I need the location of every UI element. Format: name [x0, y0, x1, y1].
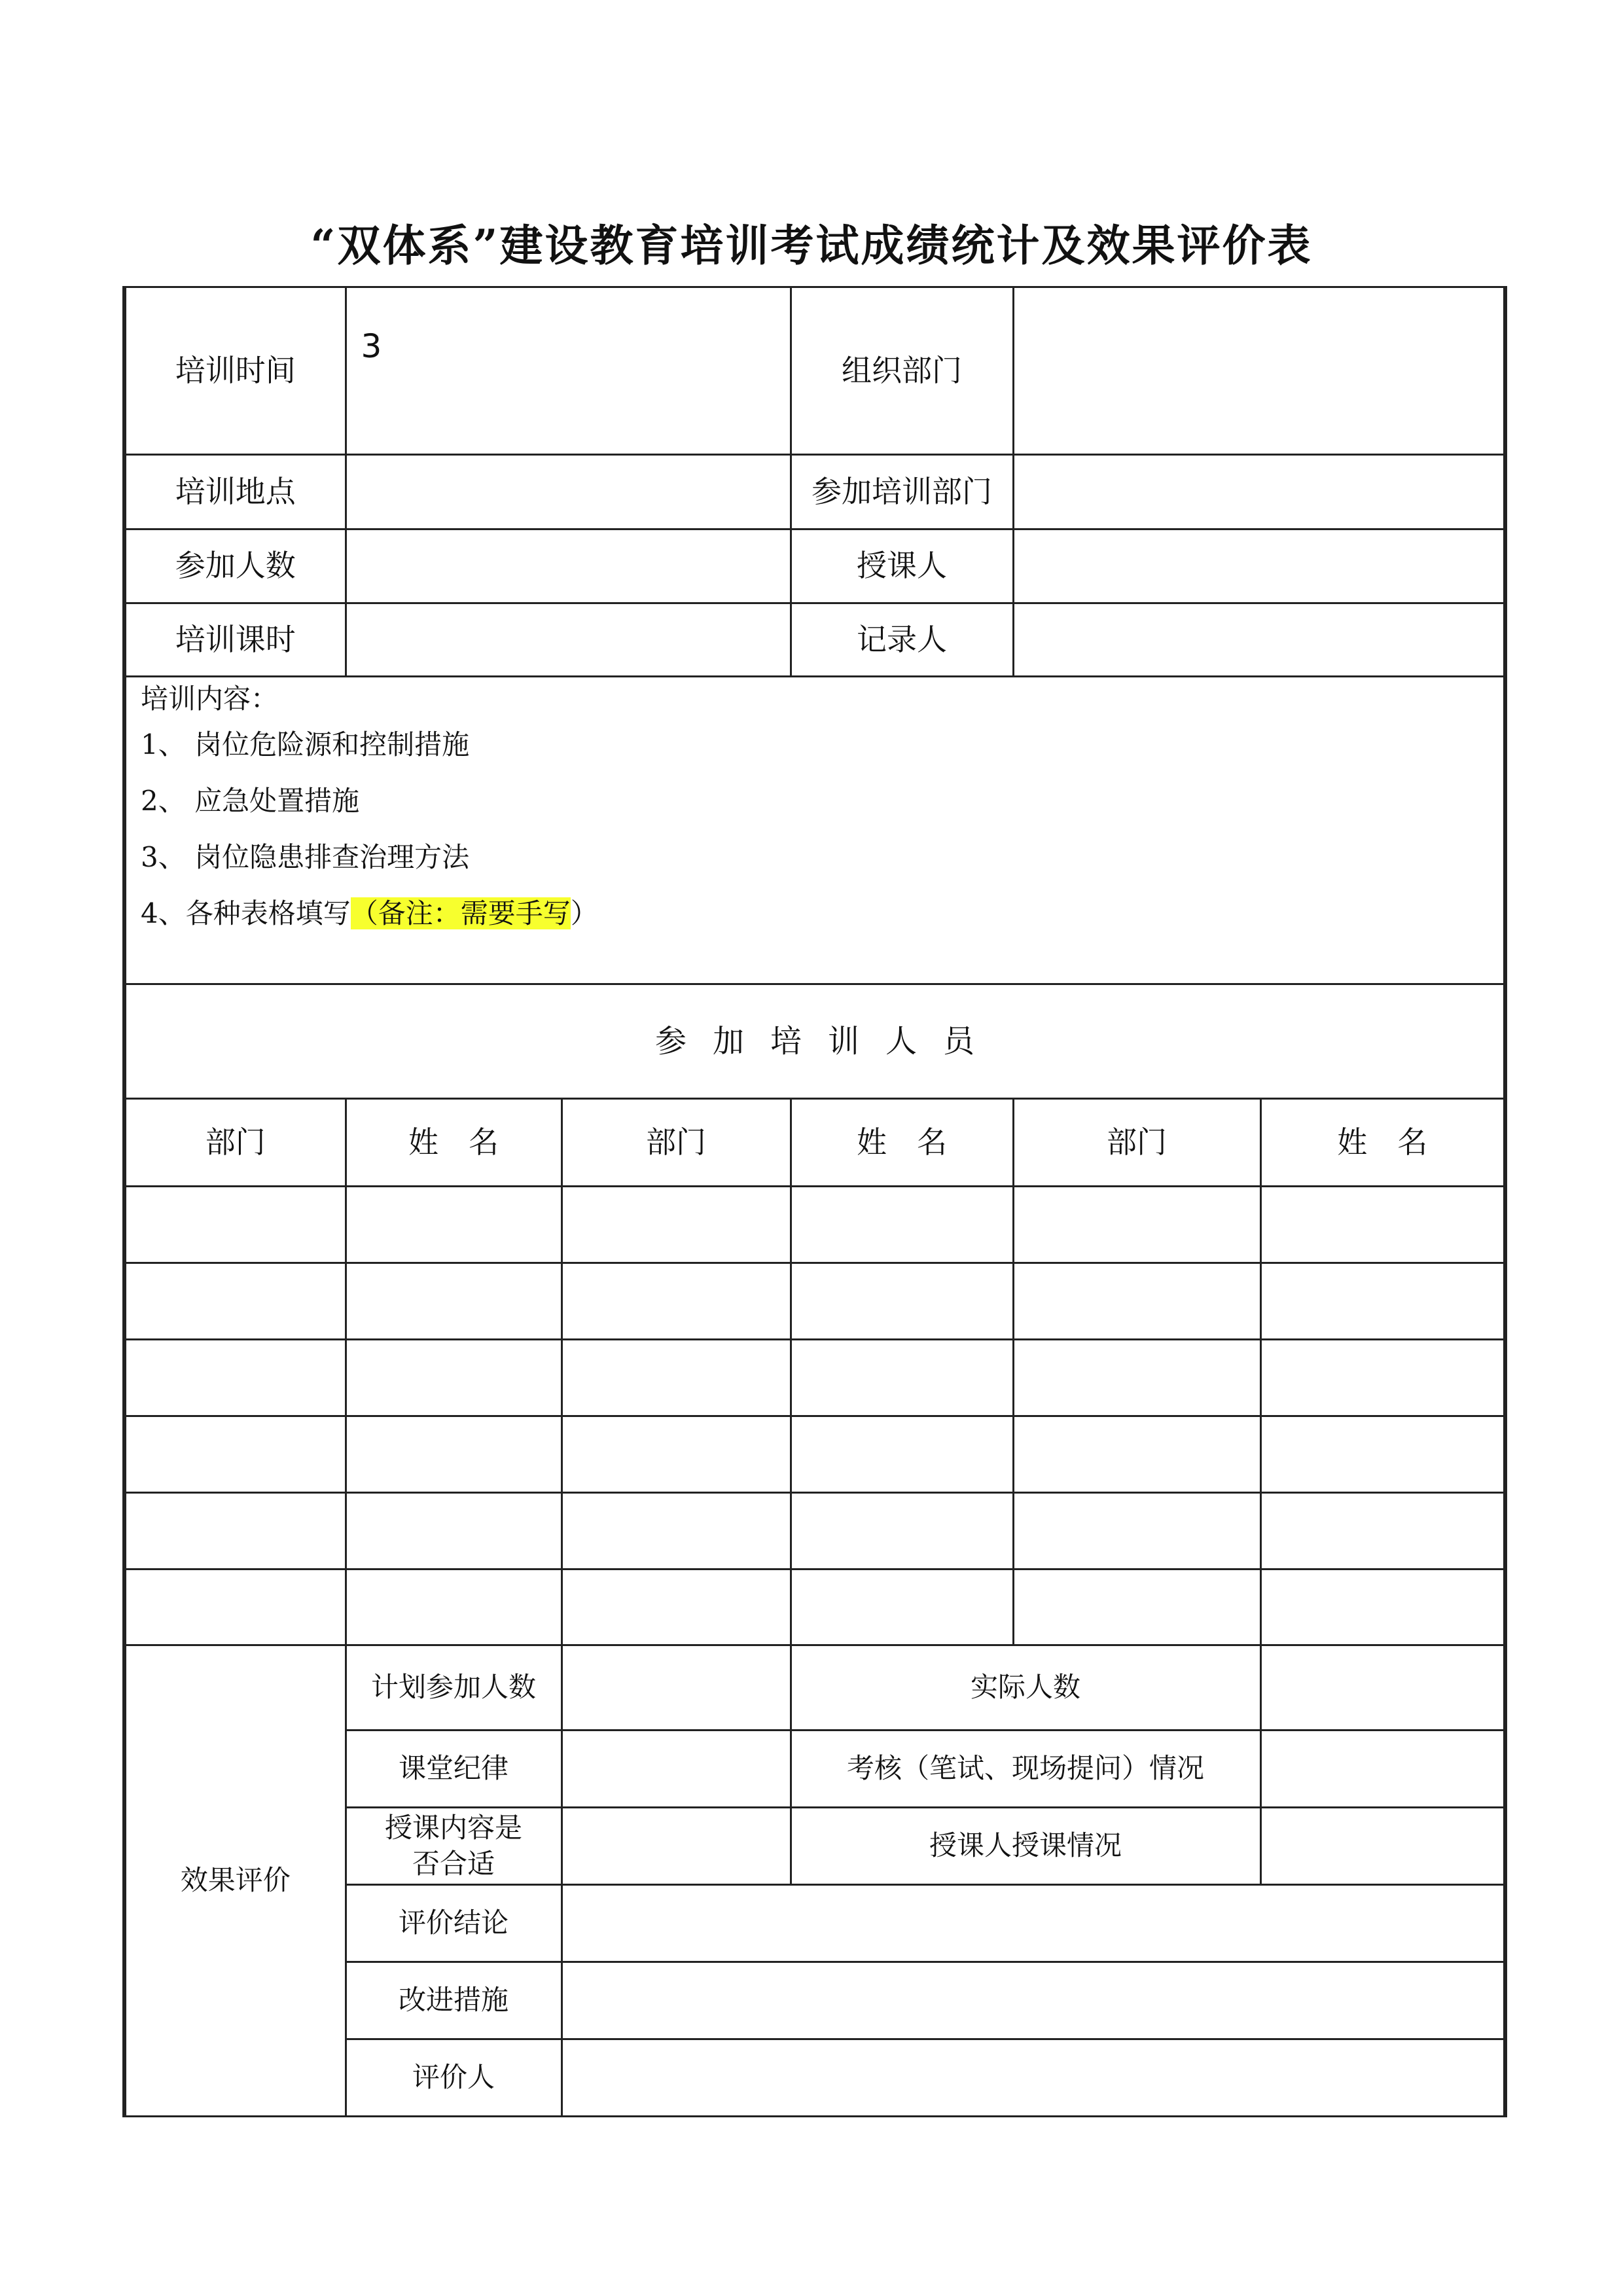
- name-column-header: 姓 名: [1260, 1099, 1505, 1187]
- note-close-paren: ）: [570, 897, 598, 929]
- participants-heading-row: [124, 984, 1505, 1099]
- planned-count-label: 计划参加人数: [346, 1645, 562, 1731]
- name-cell[interactable]: [791, 1187, 1013, 1263]
- dept-cell[interactable]: [562, 1570, 791, 1645]
- training-content-item: 3、 岗位隐患排查治理方法: [141, 841, 470, 873]
- training-content-item: 1、 岗位危险源和控制措施: [141, 728, 470, 761]
- training-content-row: [124, 677, 1505, 984]
- training-hours-row: [124, 603, 1505, 677]
- participant-count-field[interactable]: [346, 529, 791, 603]
- training-content-title: 培训内容：: [141, 683, 279, 715]
- participant-count-row: [124, 529, 1505, 603]
- instructor-performance-field[interactable]: [1260, 1808, 1505, 1885]
- name-cell[interactable]: [791, 1263, 1013, 1340]
- instructor-performance-label: 授课人授课情况: [791, 1808, 1260, 1885]
- evaluator-field[interactable]: [562, 2039, 1505, 2117]
- dept-cell[interactable]: [1013, 1570, 1260, 1645]
- training-content-item: 4、各种表格填写: [141, 897, 351, 929]
- evaluator-label: 评价人: [346, 2039, 562, 2117]
- dept-cell[interactable]: [562, 1416, 791, 1493]
- participant-count-label: 参加人数: [124, 529, 346, 603]
- dept-column-header: 部门: [1013, 1099, 1260, 1187]
- dept-column-header: 部门: [562, 1099, 791, 1187]
- dept-cell[interactable]: [124, 1263, 346, 1340]
- participant-row: [124, 1570, 1505, 1645]
- planned-count-field[interactable]: [562, 1645, 791, 1731]
- name-cell[interactable]: [346, 1187, 562, 1263]
- name-cell[interactable]: [1260, 1340, 1505, 1416]
- dept-cell[interactable]: [1013, 1416, 1260, 1493]
- participating-dept-label: 参加培训部门: [791, 455, 1013, 529]
- training-content-item: 2、 应急处置措施: [141, 785, 360, 817]
- training-hours-field[interactable]: [346, 603, 791, 677]
- participating-dept-field[interactable]: [1013, 455, 1505, 529]
- participants-heading: 参加培训人员: [124, 984, 1505, 1099]
- recorder-field[interactable]: [1013, 603, 1505, 677]
- exam-field[interactable]: [1260, 1731, 1505, 1808]
- evaluation-form-table: [122, 286, 1507, 2117]
- training-location-row: [124, 455, 1505, 529]
- discipline-label: 课堂纪律: [346, 1731, 562, 1808]
- name-cell[interactable]: [346, 1340, 562, 1416]
- name-column-header: 姓 名: [791, 1099, 1013, 1187]
- name-cell[interactable]: [791, 1416, 1013, 1493]
- participant-row: [124, 1263, 1505, 1340]
- name-cell[interactable]: [346, 1416, 562, 1493]
- dept-cell[interactable]: [124, 1493, 346, 1570]
- content-suitable-label: [346, 1808, 562, 1885]
- participants-header-row: [124, 1099, 1505, 1187]
- dept-cell[interactable]: [124, 1416, 346, 1493]
- participant-row: [124, 1340, 1505, 1416]
- organizing-dept-label: 组织部门: [791, 287, 1013, 455]
- actual-count-field[interactable]: [1260, 1645, 1505, 1731]
- training-hours-label: 培训课时: [124, 603, 346, 677]
- conclusion-field[interactable]: [562, 1885, 1505, 1962]
- page-title: “双体系”建设教育培训考试成绩统计及效果评价表: [310, 220, 1313, 271]
- name-cell[interactable]: [1260, 1570, 1505, 1645]
- actual-count-label: 实际人数: [791, 1645, 1260, 1731]
- name-cell[interactable]: [1260, 1187, 1505, 1263]
- name-cell[interactable]: [791, 1493, 1013, 1570]
- training-content-item-with-note: [141, 886, 1503, 942]
- discipline-field[interactable]: [562, 1731, 791, 1808]
- training-time-field[interactable]: 3: [346, 287, 791, 455]
- content-suitable-label-line: 否合适: [412, 1847, 495, 1880]
- content-suitable-field[interactable]: [562, 1808, 791, 1885]
- participant-row: [124, 1416, 1505, 1493]
- improvement-label: 改进措施: [346, 1962, 562, 2039]
- improvement-field[interactable]: [562, 1962, 1505, 2039]
- name-cell[interactable]: [1260, 1263, 1505, 1340]
- dept-cell[interactable]: [1013, 1187, 1260, 1263]
- organizing-dept-field[interactable]: [1013, 287, 1505, 455]
- recorder-label: 记录人: [791, 603, 1013, 677]
- dept-cell[interactable]: [124, 1340, 346, 1416]
- participant-row: [124, 1187, 1505, 1263]
- training-content-area: [124, 677, 1505, 984]
- training-time-label: 培训时间: [124, 287, 346, 455]
- dept-cell[interactable]: [124, 1570, 346, 1645]
- name-cell[interactable]: [791, 1340, 1013, 1416]
- instructor-label: 授课人: [791, 529, 1013, 603]
- name-column-header: 姓 名: [346, 1099, 562, 1187]
- dept-cell[interactable]: [1013, 1340, 1260, 1416]
- training-location-field[interactable]: [346, 455, 791, 529]
- instructor-field[interactable]: [1013, 529, 1505, 603]
- dept-cell[interactable]: [1013, 1263, 1260, 1340]
- exam-label: 考核（笔试、现场提问）情况: [791, 1731, 1260, 1808]
- dept-cell[interactable]: [562, 1263, 791, 1340]
- name-cell[interactable]: [346, 1263, 562, 1340]
- name-cell[interactable]: [346, 1570, 562, 1645]
- training-time-row: [124, 287, 1505, 455]
- participant-row: [124, 1493, 1505, 1570]
- evaluation-planned-row: [124, 1645, 1505, 1731]
- name-cell[interactable]: [1260, 1493, 1505, 1570]
- name-cell[interactable]: [346, 1493, 562, 1570]
- dept-cell[interactable]: [562, 1493, 791, 1570]
- dept-column-header: 部门: [124, 1099, 346, 1187]
- evaluation-section-label: 效果评价: [124, 1645, 346, 2117]
- name-cell[interactable]: [1260, 1416, 1505, 1493]
- dept-cell[interactable]: [562, 1187, 791, 1263]
- content-suitable-label-line: 授课内容是: [384, 1811, 522, 1844]
- handwritten-note-highlight: （备注：需要手写: [350, 897, 571, 929]
- name-cell[interactable]: [791, 1570, 1013, 1645]
- dept-cell[interactable]: [124, 1187, 346, 1263]
- training-location-label: 培训地点: [124, 455, 346, 529]
- dept-cell[interactable]: [1013, 1493, 1260, 1570]
- conclusion-label: 评价结论: [346, 1885, 562, 1962]
- dept-cell[interactable]: [562, 1340, 791, 1416]
